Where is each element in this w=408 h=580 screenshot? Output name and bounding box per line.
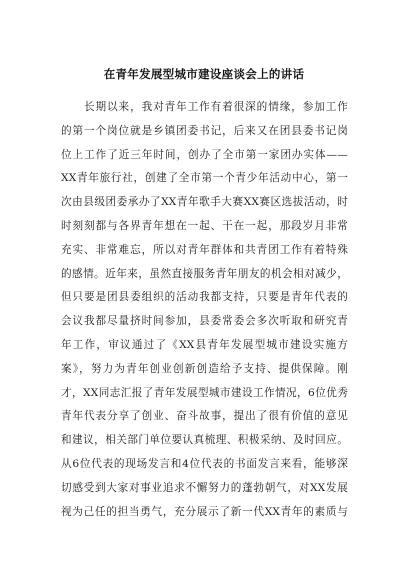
paragraph-line: 的感情。近年来，虽然直接服务青年朋友的机会相对减少， [61, 267, 348, 280]
document-title: 在青年发展型城市建设座谈会上的讲话 [103, 67, 305, 81]
paragraph-line: 次由县级团委承办了XX青年歌手大赛XX赛区选拔活动，时 [61, 196, 348, 209]
paragraph-line: 但只要是团县委组织的活动我都支持，只要是青年代表的 [61, 291, 348, 304]
paragraph-line: 时刻刻都与各界青年想在一起、干在一起，那段岁月非常 [61, 219, 348, 232]
paragraph-line: 才，XX同志汇报了青年发展型城市建设工作情况，6位优秀 [61, 386, 348, 399]
paragraph-line: 充实、非常难忘，所以对青年群体和共青团工作有着特殊 [61, 243, 348, 256]
paragraph-line: 从6位代表的现场发言和4位代表的书面发言来看，能够深 [61, 457, 348, 470]
paragraph-line: 切感受到大家对事业追求不懈努力的蓬勃朝气，对XX发展 [61, 481, 348, 494]
paragraph-line: 长期以来，我对青年工作有着很深的情缘，参加工作 [61, 101, 348, 113]
paragraph-line: 案》，努力为青年创业创新创造给予支持、提供保障。刚 [61, 362, 348, 375]
paragraph-line: 青年代表分享了创业、奋斗故事，提出了很有价值的意见 [61, 410, 348, 423]
paragraph-line: 的第一个岗位就是乡镇团委书记，后来又在团县委书记岗 [61, 124, 348, 137]
paragraph-line: 年工作，审议通过了《XX县青年发展型城市建设实施方 [61, 338, 348, 351]
paragraph-line: 和建议，相关部门单位要认真梳理、积极采纳、及时回应。 [61, 434, 348, 447]
paragraph-line: 位上工作了近三年时间，创办了全市第一家团办实体—— [61, 148, 348, 161]
paragraph-line: 视为己任的担当勇气，充分展示了新一代XX青年的素质与 [61, 505, 348, 518]
paragraph-line: 会议我都尽量挤时间参加，县委常委会多次听取和研究青 [61, 315, 348, 328]
document-body [61, 96, 348, 524]
paragraph-line: XX青年旅行社，创建了全市第一个青少年活动中心，第一 [61, 172, 348, 185]
